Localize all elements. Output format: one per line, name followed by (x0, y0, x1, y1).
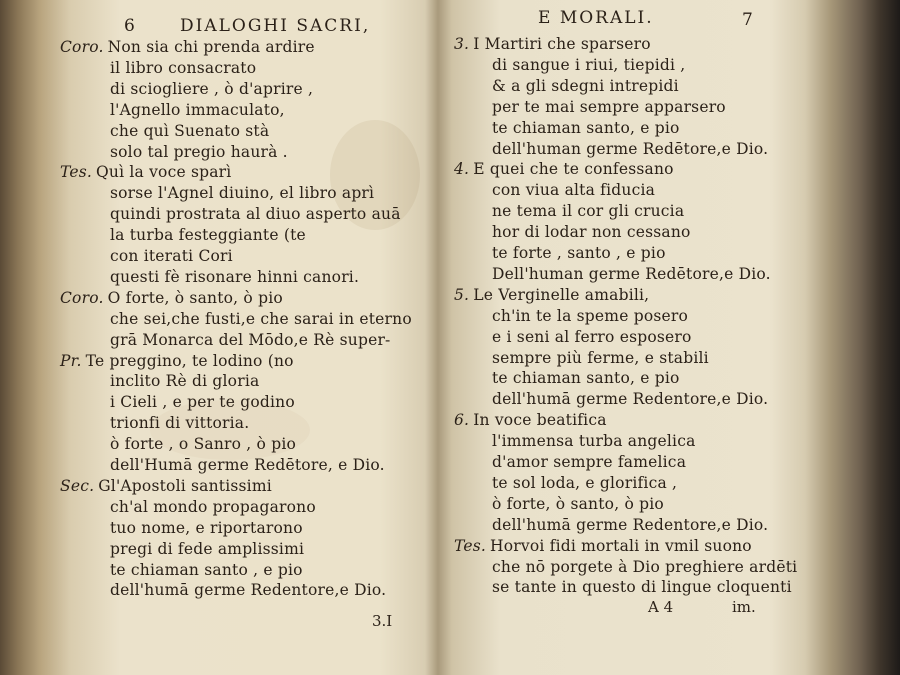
verse-line: Quì la voce sparì (96, 163, 232, 182)
verse-line: se tante in questo di lingue cloquenti (492, 578, 792, 597)
verse-line: ne tema il cor gli crucia (492, 202, 685, 221)
verse-line: te chiaman santo , e pio (110, 560, 303, 579)
verse-line: tuo nome, e riportarono (110, 518, 303, 537)
verse-line: Dell'human germe Redētore,e Dio. (492, 264, 771, 283)
speaker-label: 4. (454, 160, 470, 179)
speaker-label: Pr. (60, 351, 82, 370)
page-number: 7 (742, 10, 753, 30)
verse-line: Te preggino, te lodino (no (85, 351, 294, 370)
verse-line: solo tal pregio haurà . (110, 142, 288, 161)
verse-line: di sciogliere , ò d'aprire , (110, 79, 314, 98)
verse-line: il libro consacrato (110, 58, 257, 77)
verse-line: dell'human germe Redētore,e Dio. (492, 139, 769, 158)
speaker-label: Coro. (60, 288, 104, 307)
verse-line: Non sia chi prenda ardire (107, 38, 315, 56)
speaker-label: Tes. (454, 536, 486, 555)
catchword: 3.I (372, 612, 393, 630)
verse-line: questi fè risonare hinni canori. (110, 267, 360, 286)
running-head: DIALOGHI SACRI, (180, 16, 371, 36)
speaker-label: 5. (454, 285, 470, 304)
verse-line: con iterati Cori (110, 247, 233, 265)
catchword: im. (732, 598, 756, 616)
verse-line: dell'humā germe Redentore,e Dio. (110, 581, 387, 600)
verse-line: i Cieli , e per te godino (110, 393, 295, 412)
verse-line: ò forte , o Sanro , ò pio (110, 435, 297, 454)
right-page (450, 0, 820, 675)
verse-line: di sangue i riui, tiepidi , (492, 55, 686, 74)
verse-line: sempre più ferme, e stabili (492, 348, 709, 367)
verse-line: & a gli sdegni intrepidi (492, 76, 679, 95)
speaker-label: 6. (454, 411, 470, 430)
page-number: 6 (124, 16, 135, 36)
speaker-label: Sec. (60, 476, 95, 495)
verse-line: dell'Humā germe Redētore, e Dio. (110, 456, 385, 474)
verse-line: ch'in te la speme posero (492, 306, 689, 325)
verse-line: ch'al mondo propagarono (110, 497, 316, 516)
verse-line: In voce beatifica (473, 411, 607, 430)
verse-line: con viua alta fiducia (492, 181, 656, 200)
verse-line: l'immensa turba angelica (492, 432, 696, 451)
verse-line: sorse l'Agnel diuino, el libro aprì (110, 184, 375, 203)
verse-line: te sol loda, e glorifica , (492, 473, 678, 492)
running-head: E MORALI. (538, 8, 654, 28)
verse-line: e i seni al ferro esposero (492, 327, 692, 346)
verse-line: Le Verginelle amabili, (473, 285, 650, 304)
verse-line: hor di lodar non cessano (492, 223, 691, 242)
verse-line: pregi di fede amplissimi (110, 539, 305, 558)
verse-line: per te mai sempre apparsero (492, 97, 726, 116)
verse-line: l'Agnello immaculato, (110, 100, 285, 119)
verse-line: Gl'Apostoli santissimi (98, 476, 272, 495)
verse-line: ò forte, ò santo, ò pio (492, 494, 664, 513)
verse-line: d'amor sempre famelica (492, 453, 687, 471)
speaker-label: 3. (454, 35, 470, 53)
speaker-label: Tes. (60, 163, 92, 182)
verse-line: O forte, ò santo, ò pio (107, 288, 283, 307)
speaker-label: Coro. (60, 38, 104, 56)
verse-line: grā Monarca del Mōdo,e Rè super- (110, 330, 391, 349)
verse-line: inclito Rè di gloria (110, 372, 260, 391)
left-page (60, 0, 430, 675)
verse-line: dell'humā germe Redentore,e Dio. (492, 390, 769, 409)
verse-line: E quei che te confessano (473, 160, 674, 179)
verse-line: I Martiri che sparsero (473, 35, 651, 53)
verse-line: che nō porgete à Dio preghiere ardēti (492, 557, 798, 576)
signature-mark: A 4 (648, 598, 674, 616)
verse-line: la turba festeggiante (te (110, 226, 306, 245)
verse-line: che quì Suenato stà (110, 121, 270, 140)
verse-line: te forte , santo , e pio (492, 244, 666, 262)
verse-line: Horvoi fidi mortali in vmil suono (490, 536, 752, 555)
verse-line: trionfi di vittoria. (110, 414, 250, 433)
verse-line: quindi prostrata al diuo asperto auā (110, 205, 401, 224)
verse-line: te chiaman santo, e pio (492, 369, 680, 388)
verse-line: che sei,che fusti,e che sarai in eterno (110, 309, 412, 328)
verse-line: dell'humā germe Redentore,e Dio. (492, 515, 769, 534)
verse-line: te chiaman santo, e pio (492, 118, 680, 137)
